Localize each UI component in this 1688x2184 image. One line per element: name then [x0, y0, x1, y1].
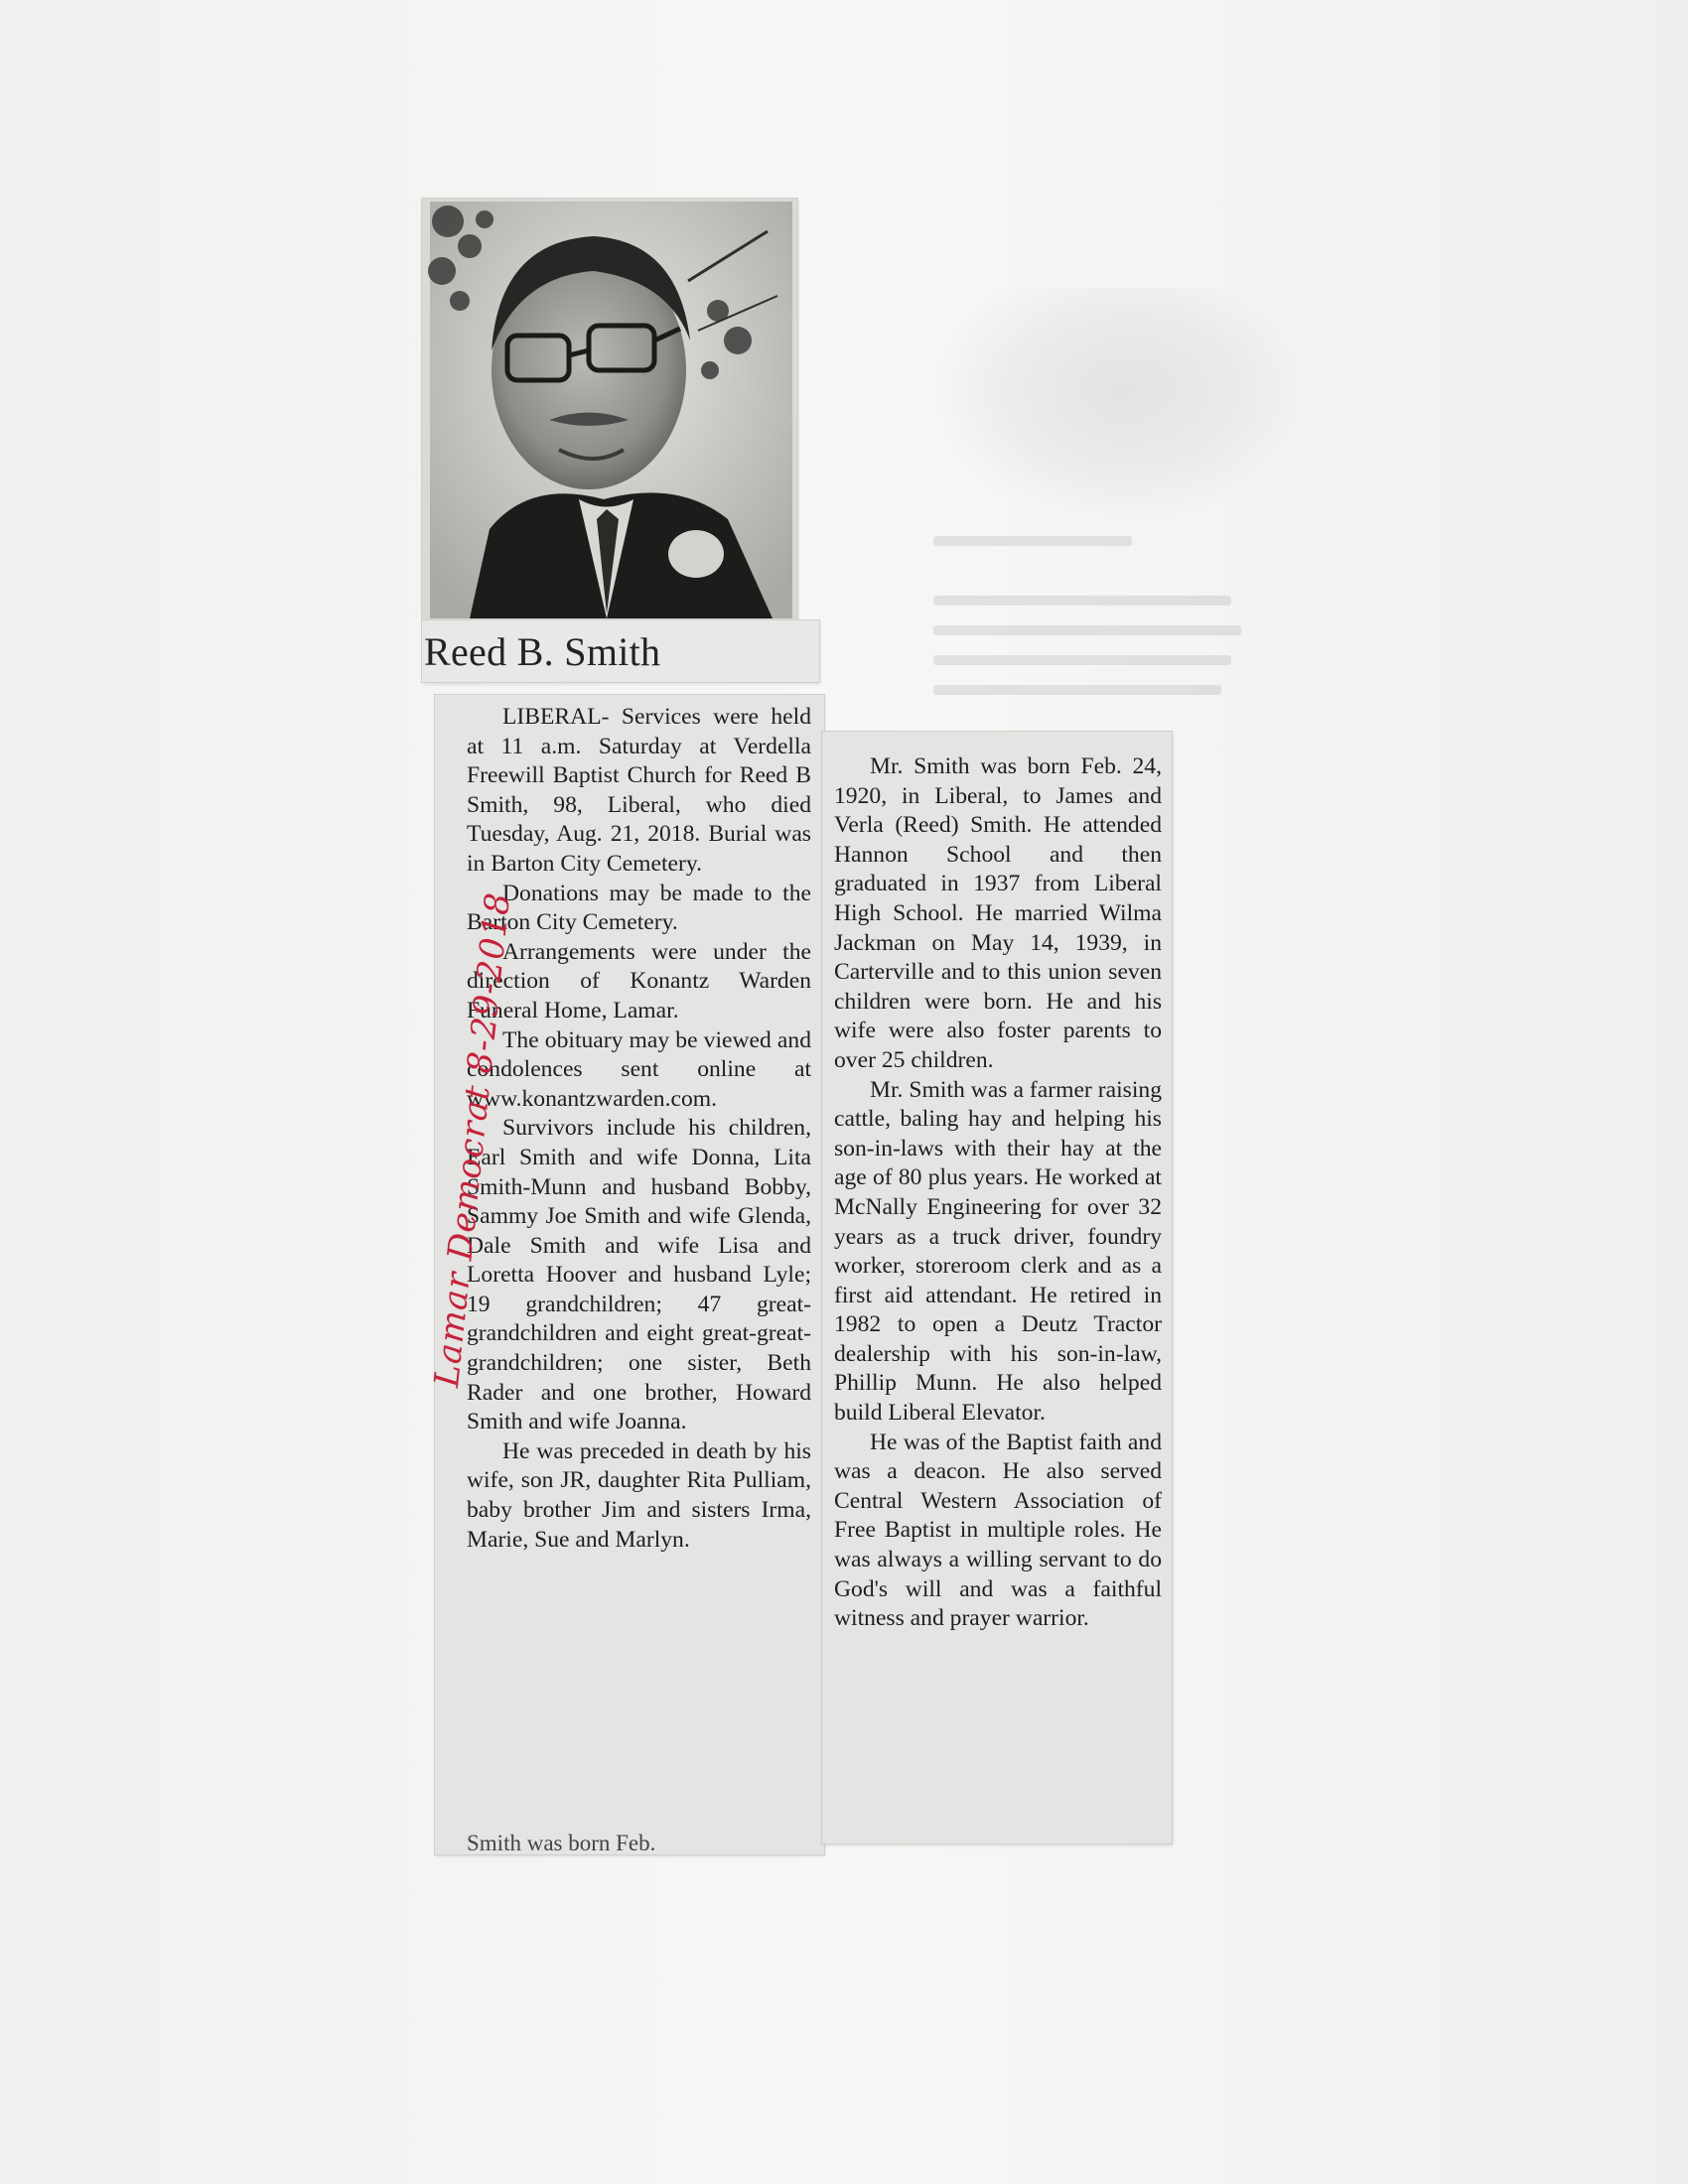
paragraph-faith: He was of the Baptist faith and was a deacon. He also served Central Western Association of Free Baptist in multiple roles. He was always a willing servant to do God's will and was a faithful witness and prayer warrior. — [834, 1429, 1162, 1632]
paragraph-survivors: Survivors include his children, Earl Smith and wife Donna, Lita Smith-Munn and husband Bobby, Sammy Joe Smith and wife Glenda, Dale Smith and wife Lisa and Loretta Hoover and husband Lyle; 19 grandchildren; 47 great-grandchildren and eight great-great-grandchildren; one sister, Beth Rader and one brother, Howard Smith and wife Joanna. — [467, 1115, 811, 1435]
paragraph-birth: Mr. Smith was born Feb. 24, 1920, in Liberal, to James and Verla (Reed) Smith. He attended Hannon School and then graduated in 1937 from Liberal High School. He married Wilma Jackman on May 14, 1939, in Carterville and to this union seven children were born. He and his wife were also foster parents to over 25 children. — [834, 753, 1162, 1073]
paragraph-donations: Donations may be made to the Barton City Cemetery. — [467, 880, 811, 936]
paragraph-arrangements: Arrangements were under the direction of Konantz Warden Funeral Home, Lamar. — [467, 938, 811, 1024]
obituary-left-column — [467, 703, 811, 1555]
paragraph-services: LIBERAL- Services were held at 11 a.m. Saturday at Verdella Freewill Baptist Church for Reed B Smith, 98, Liberal, who died Tuesday, Aug. 21, 2018. Burial was in Barton City Cemetery. — [467, 704, 811, 877]
obituary-right-column — [834, 752, 1162, 1634]
paragraph-preceded: He was preceded in death by his wife, son JR, daughter Rita Pulliam, baby brother Jim and sisters Irma, Marie, Sue and Marlyn. — [467, 1437, 811, 1553]
paragraph-career: Mr. Smith was a farmer raising cattle, baling hay and helping his son-in-laws with their hay at the age of 80 plus years. He worked at McNally Engineering for over 32 years as a truck driver, foundry worker, storeroom clerk and as a first aid attendant. He retired in 1982 to open a Deutz Tractor dealership with his son-in-law, Phillip Munn. He also helped build Liberal Elevator. — [834, 1076, 1162, 1427]
portrait-photo — [430, 202, 792, 618]
handwritten-source-note: Lamar Democrat 8-29-2018 — [427, 889, 519, 1390]
paragraph-online: The obituary may be viewed and condolences sent online at www.konantzwarden.com. — [467, 1026, 811, 1112]
obituary-name-headline: Reed B. Smith — [424, 629, 661, 674]
cut-off-text-line: Smith was born Feb. — [467, 1831, 656, 1855]
